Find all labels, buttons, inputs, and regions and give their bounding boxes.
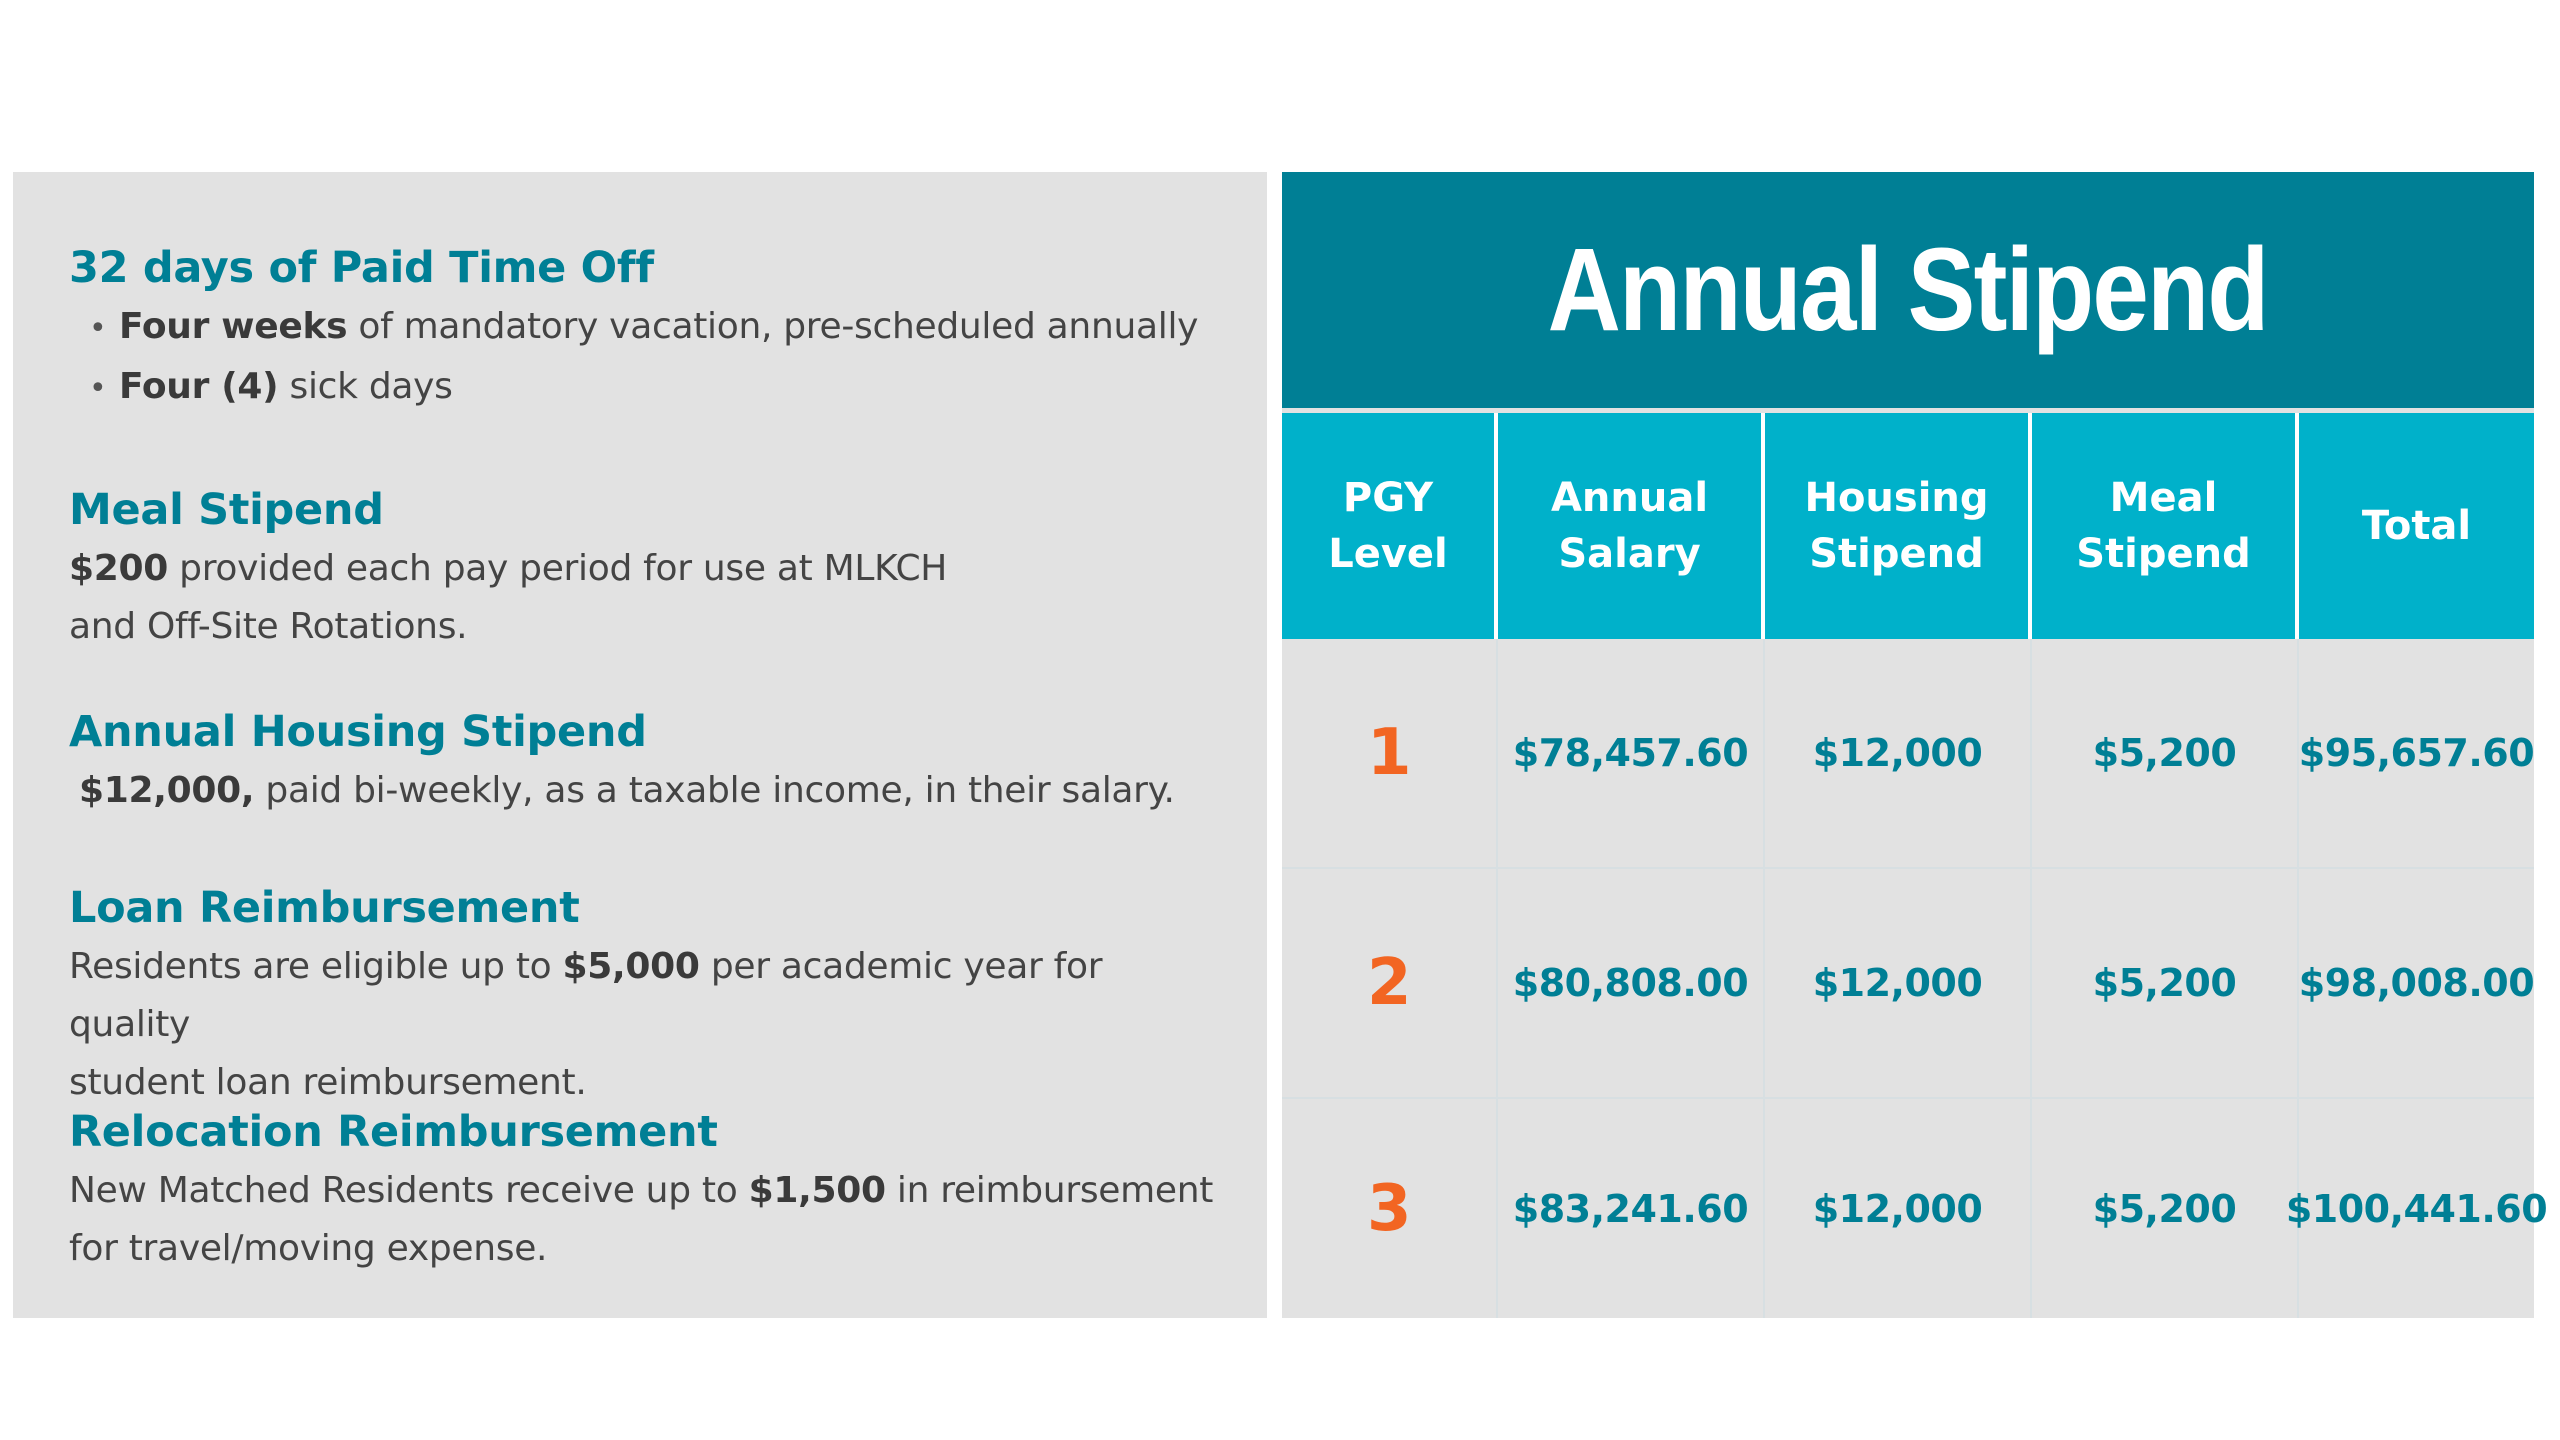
header-label: Meal Stipend — [2076, 475, 2251, 577]
pgy-level-cell: 1 — [1282, 639, 1498, 867]
table-row — [1282, 869, 2534, 1099]
housing-title: Annual Housing Stipend — [69, 707, 647, 757]
header-label: Housing Stipend — [1804, 475, 1989, 577]
housing-amount: $12,000, — [79, 770, 255, 811]
housing-cell: $12,000 — [1765, 869, 2032, 1097]
relocation-section — [69, 1102, 1227, 1278]
loan-section — [69, 878, 1227, 1112]
total-cell: $100,441.60 — [2285, 1186, 2548, 1231]
pto-bullet-bold: Four weeks — [119, 306, 348, 347]
pto-section — [69, 238, 1227, 418]
housing-cell: $12,000 — [1765, 639, 2032, 867]
relocation-text: New Matched Residents receive up to — [69, 1170, 749, 1211]
pto-bullet-text: of mandatory vacation, pre-scheduled annually — [347, 306, 1199, 347]
header-label: Total — [2361, 503, 2472, 549]
relocation-text-rest: in reimbursement — [885, 1170, 1214, 1211]
housing-cell: $12,000 — [1765, 1099, 2032, 1318]
meal-text-2: and Off-Site Rotations. — [69, 606, 468, 647]
header-label: PGY Level — [1328, 475, 1448, 577]
loan-text-rest: per academic year for quality — [69, 946, 1103, 1045]
housing-text: paid bi-weekly, as a taxable income, in their salary. — [254, 770, 1175, 811]
table-row — [1282, 639, 2534, 869]
relocation-title: Relocation Reimbursement — [69, 1107, 718, 1157]
meal-amount: $200 — [69, 548, 168, 589]
stipend-table-panel — [1282, 172, 2548, 1318]
meal-cell: $5,200 — [2032, 639, 2299, 867]
loan-text: Residents are eligible up to — [69, 946, 563, 987]
total-cell: $95,657.60 — [2298, 731, 2535, 775]
benefits-panel — [13, 172, 1267, 1318]
meal-cell: $5,200 — [2032, 1099, 2299, 1318]
pto-bullet-bold: Four (4) — [119, 366, 279, 407]
header-pgy-level — [1282, 413, 1498, 639]
table-row — [1282, 1099, 2548, 1318]
loan-amount: $5,000 — [562, 946, 700, 987]
salary-cell: $80,808.00 — [1498, 869, 1765, 1097]
meal-cell: $5,200 — [2032, 869, 2299, 1097]
header-label: Annual Salary — [1550, 475, 1709, 577]
table-header — [1282, 413, 2534, 639]
list-item — [89, 298, 1227, 358]
header-annual-salary — [1498, 413, 1765, 639]
salary-cell: $78,457.60 — [1498, 639, 1765, 867]
relocation-amount: $1,500 — [748, 1170, 886, 1211]
pgy-level-cell: 2 — [1282, 869, 1498, 1097]
header-total — [2299, 413, 2534, 639]
housing-section — [69, 702, 1227, 820]
loan-text-2: student loan reimbursement. — [69, 1062, 587, 1103]
loan-title: Loan Reimbursement — [69, 883, 580, 933]
stipend-banner — [1282, 172, 2534, 408]
stipend-title: Annual Stipend — [1547, 224, 2269, 356]
pgy-level-cell: 3 — [1282, 1099, 1498, 1318]
relocation-text-2: for travel/moving expense. — [69, 1228, 548, 1269]
header-housing-stipend — [1765, 413, 2032, 639]
bullet-icon: • — [89, 311, 107, 346]
meal-title: Meal Stipend — [69, 485, 384, 535]
header-meal-stipend — [2032, 413, 2299, 639]
list-item — [89, 358, 1227, 418]
pto-title: 32 days of Paid Time Off — [69, 243, 654, 293]
salary-cell: $83,241.60 — [1498, 1099, 1765, 1318]
bullet-icon: • — [89, 371, 107, 406]
meal-text: provided each pay period for use at MLKCH — [168, 548, 948, 589]
table-body — [1282, 639, 2548, 1318]
pto-bullet-text: sick days — [278, 366, 453, 407]
total-cell: $98,008.00 — [2298, 961, 2535, 1005]
meal-section — [69, 480, 1227, 656]
